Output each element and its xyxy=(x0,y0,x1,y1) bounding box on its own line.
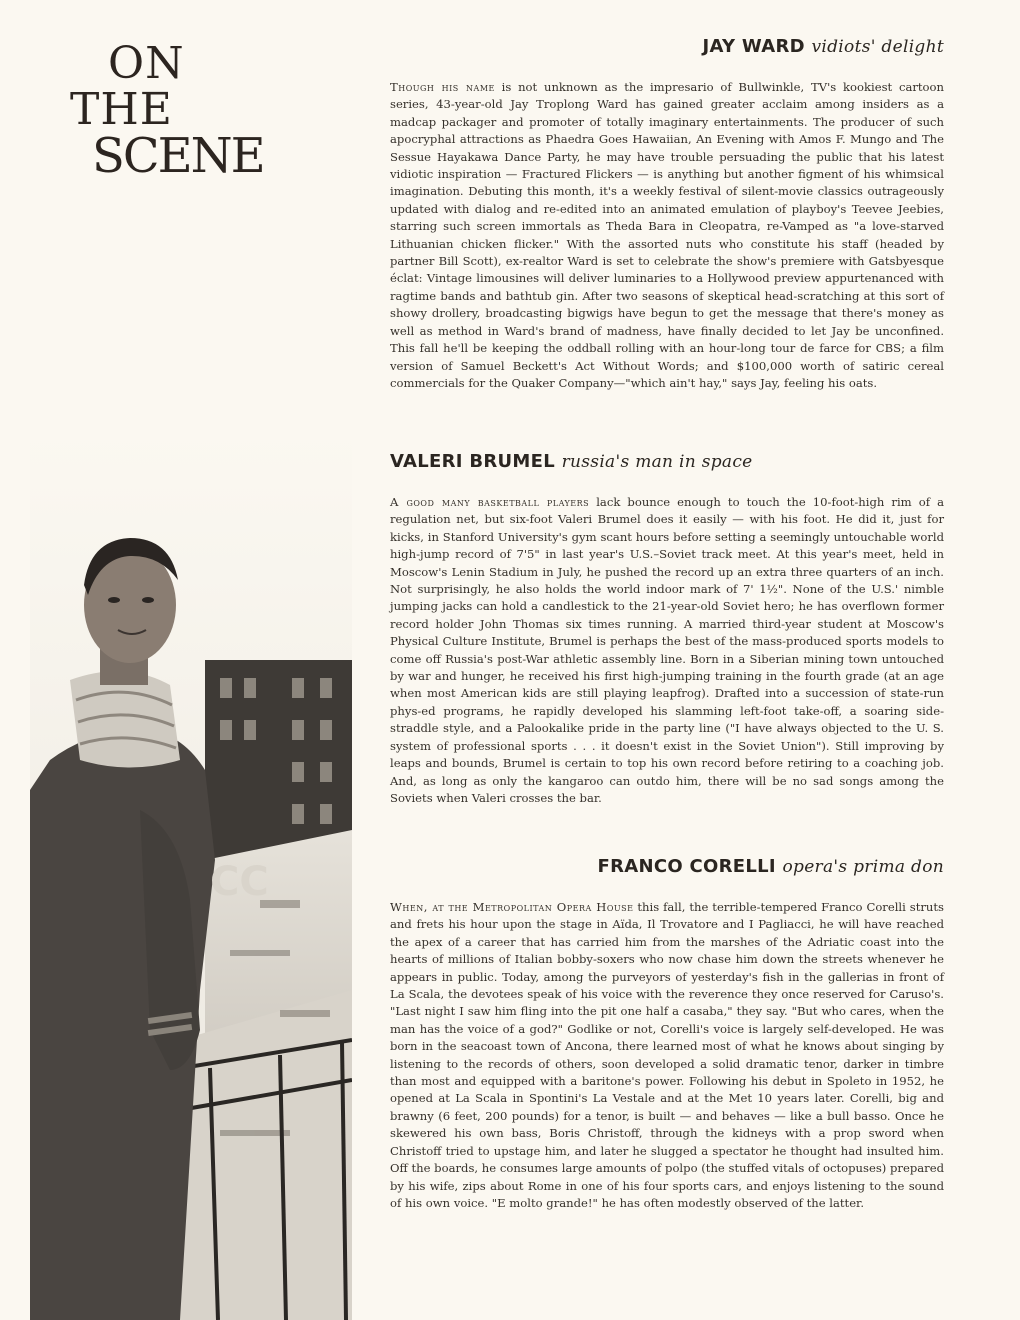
headline-tagline: russia's man in space xyxy=(561,452,753,472)
article-jay-ward xyxy=(390,36,944,392)
on-the-scene-logo xyxy=(70,38,300,184)
headline-name: FRANCO CORELLI xyxy=(597,856,776,877)
body-text: lack bounce enough to touch the 10-foot-high rim of a regulation net, but six-foot Valeri Brumel does it easily — with his foot. He did it, just for kicks, in Stanford University's gym scant hours before setting a seemingly untouchable world high-jump record of 7'5" in last year's U.S.–Soviet track meet. At this year's meet, held in Moscow's Lenin Stadium in July, he pushed the record up an extra three quarters of an inch. Not surprisingly, he also holds the world indoor mark of 7' 1½". None of the U.S.' nimble jumping jacks can hold a candlestick to the 21-year-old Soviet hero; he has overflown former record holder John Thomas six times running. A married third-year student at Moscow's Physical Culture Institute, Brumel is perhaps the best of the mass-produced sports models to come off Russia's post-War athletic assembly line. Born in a Siberian mining town untouched by war and hunger, he received his first high-jumping training in the fourth grade (at an age when most American kids are still playing leapfrog). Drafted into a succession of state-run phys-ed programs, he rapidly developed his slamming left-foot take-off, a soaring side-straddle style, and a Palookalike pride in the party line ("I have always objected to the U. S. system of professional sports . . . it doesn't exist in the Soviet Union"). Still improving by leaps and bounds, Brumel is certain to top his own record before retiring to a coaching job. And, as long as only the kangaroo can outdo him, there will be no sad songs among the Soviets when Valeri crosses the bar. xyxy=(390,495,944,805)
logo-line-on: ON xyxy=(108,38,185,89)
body-text: is not unknown as the impresario of Bullwinkle, TV's kookiest cartoon series, 43-year-old Jay Troplong Ward has gained greater acclaim among insiders as a madcap packager and promoter of totally imaginary entertainments. The producer of such apocryphal attractions as Phaedra Goes Hawaiian, An Evening with Amos F. Mungo and The Sessue Hayakawa Dance Party, he may have trouble persuading the public that his latest vidiotic inspiration — Fractured Flickers — is anything but another figment of his whimsical imagination. Debuting this month, it's a weekly festival of silent-movie classics outrageously updated with dialog and re-edited into an animated emulation of playboy's Teevee Jeebies, starring such screen immortals as Theda Bara in Cleopatra, re-Vamped as "a love-starved Lithuanian chicken flicker." With the assorted nuts who constitute his staff (headed by partner Bill Scott), ex-realtor Ward is set to celebrate the show's premiere with Gatsbyesque éclat: Vintage limousines will deliver luminaries to a Hollywood preview appurtenanced with ragtime bands and bathtub gin. After two seasons of skeptical head-scratching at this sort of showy drollery, broadcasting bigwigs have begun to get the message that there's money as well as method in Ward's brand of madness, have finally decided to let Jay be unconfined. This fall he'll be keeping the oddball rolling with an hour-long tour de farce for CBS; a film version of Samuel Beckett's Act Without Words; and $100,000 worth of satiric cereal commercials for the Quaker Company—"which ain't hay," says Jay, feeling his oats. xyxy=(390,80,944,390)
logo-line-the: THE xyxy=(70,84,173,135)
headline-tagline: vidiots' delight xyxy=(811,37,944,57)
article-body xyxy=(390,899,944,1212)
article-body xyxy=(390,79,944,392)
article-valeri-brumel xyxy=(390,451,944,807)
article-franco-corelli xyxy=(390,856,944,1212)
headline-name: VALERI BRUMEL xyxy=(390,451,556,472)
photo-illustration xyxy=(30,430,352,1320)
headline-name: JAY WARD xyxy=(702,36,805,57)
sweater-letters: CC xyxy=(210,859,269,905)
lead-in: Though his name xyxy=(390,80,495,94)
body-text: this fall, the terrible-tempered Franco Corelli struts and frets his hour upon the stage in Aïda, Il Trovatore and I Pagliacci, he will have reached the apex of a career that has carried him from the marshes of the Adriatic coast into the hearts of millions of Italian bobby-soxers who now chase him down the streets whenever he appears in public. Today, among the purveyors of yesterday's fish in the gallerias in front of La Scala, the devotees speak of his voice with the reverence they once reserved for Caruso's. "Last night I saw him fling into the pit one half a casaba," they say. "But who cares, when the man has the voice of a god?" Godlike or not, Corelli's voice is largely self-developed. He was born in the seacoast town of Ancona, there learned most of what he knows about singing by listening to the records of others, soon developed a solid dramatic tenor, darker in timbre than most and equipped with a baritone's power. Following his debut in Spoleto in 1952, he opened at La Scala in Spontini's La Vestale and at the Met 10 years later. Corelli, big and brawny (6 feet, 200 pounds) for a tenor, is built — and behaves — like a bull basso. Once he skewered his own bass, Boris Christoff, through the kidneys with a prop sword when Christoff tried to upstage him, and later he slugged a spectator he thought had insulted him. Off the boards, he consumes large amounts of polpo (the stuffed vitals of octopuses) prepared by his wife, zips about Rome in one of his four sports cars, and enjoys listening to the sound of his own voice. "E molto grande!" he has often modestly observed of the latter. xyxy=(390,900,944,1210)
brumel-photo xyxy=(30,430,352,1320)
logo-line-scene: SCENE xyxy=(92,128,264,184)
lead-in: A good many basketball players xyxy=(390,495,590,509)
article-headline xyxy=(390,451,944,472)
lead-in: When, at the Metropolitan Opera House xyxy=(390,900,634,914)
headline-tagline: opera's prima don xyxy=(782,857,944,877)
article-body xyxy=(390,494,944,807)
article-headline xyxy=(390,36,944,57)
article-headline xyxy=(390,856,944,877)
